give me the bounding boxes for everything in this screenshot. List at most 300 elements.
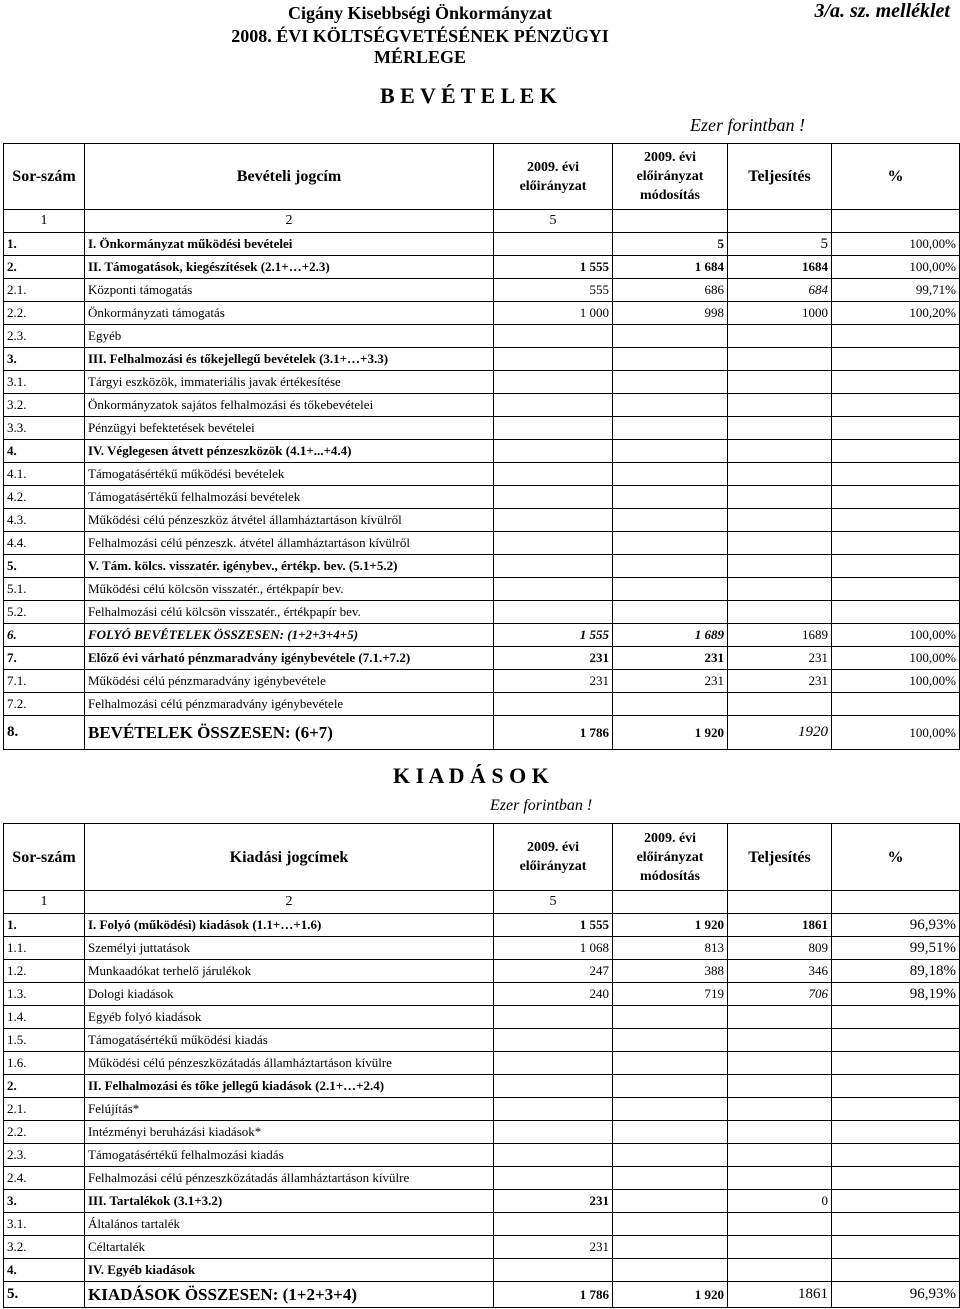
table-row bbox=[4, 1029, 960, 1052]
actual-value: 231 bbox=[728, 670, 832, 693]
modified-value bbox=[613, 348, 728, 371]
table-row bbox=[4, 937, 960, 960]
modified-value bbox=[613, 1190, 728, 1213]
actual-value bbox=[728, 693, 832, 716]
percent-value bbox=[832, 693, 960, 716]
modified-value: 1 920 bbox=[613, 914, 728, 937]
table-row bbox=[4, 1190, 960, 1213]
actual-value: 1684 bbox=[728, 256, 832, 279]
percent-value: 100,00% bbox=[832, 716, 960, 750]
planned-value bbox=[494, 1006, 613, 1029]
planned-value bbox=[494, 463, 613, 486]
percent-value: 100,00% bbox=[832, 256, 960, 279]
modified-value bbox=[613, 578, 728, 601]
percent-value: 96,93% bbox=[832, 914, 960, 937]
table-row bbox=[4, 647, 960, 670]
column-number bbox=[832, 891, 960, 914]
planned-value: 231 bbox=[494, 1236, 613, 1259]
planned-value bbox=[494, 348, 613, 371]
row-number: 5. bbox=[4, 555, 85, 578]
row-number: 3.1. bbox=[4, 1213, 85, 1236]
row-number: 4.4. bbox=[4, 532, 85, 555]
table-row bbox=[4, 486, 960, 509]
percent-value bbox=[832, 325, 960, 348]
actual-value: 1861 bbox=[728, 914, 832, 937]
row-number: 3.2. bbox=[4, 394, 85, 417]
actual-value bbox=[728, 1029, 832, 1052]
table-row bbox=[4, 601, 960, 624]
actual-value bbox=[728, 1167, 832, 1190]
percent-value bbox=[832, 1121, 960, 1144]
table-row bbox=[4, 325, 960, 348]
table-row bbox=[4, 302, 960, 325]
table-row bbox=[4, 509, 960, 532]
percent-value bbox=[832, 601, 960, 624]
column-header: Teljesítés bbox=[728, 824, 832, 891]
row-number: 3. bbox=[4, 348, 85, 371]
table-row bbox=[4, 417, 960, 440]
column-header: 2009. évi előirányzat bbox=[494, 824, 613, 891]
planned-value bbox=[494, 1029, 613, 1052]
row-title: Támogatásértékű felhalmozási kiadás bbox=[85, 1144, 494, 1167]
column-header: % bbox=[832, 144, 960, 210]
planned-value bbox=[494, 1098, 613, 1121]
row-title: Felhalmozási célú pénzeszközátadás államháztartáson kívülre bbox=[85, 1167, 494, 1190]
planned-value bbox=[494, 1144, 613, 1167]
income-unit-note: Ezer forintban ! bbox=[690, 115, 805, 135]
planned-value bbox=[494, 532, 613, 555]
row-number: 8. bbox=[4, 716, 85, 750]
actual-value bbox=[728, 486, 832, 509]
percent-value bbox=[832, 1029, 960, 1052]
table-row bbox=[4, 1213, 960, 1236]
actual-value bbox=[728, 1259, 832, 1282]
actual-value: 231 bbox=[728, 647, 832, 670]
row-title: FOLYÓ BEVÉTELEK ÖSSZESEN: (1+2+3+4+5) bbox=[85, 624, 494, 647]
modified-value bbox=[613, 555, 728, 578]
income-section-title: B E V É T E L E K bbox=[380, 83, 557, 108]
percent-value bbox=[832, 555, 960, 578]
actual-value bbox=[728, 440, 832, 463]
row-title: Felhalmozási célú pénzmaradvány igénybevétele bbox=[85, 693, 494, 716]
percent-value bbox=[832, 1213, 960, 1236]
row-number: 5.1. bbox=[4, 578, 85, 601]
row-number: 2. bbox=[4, 256, 85, 279]
planned-value: 1 555 bbox=[494, 914, 613, 937]
table-row bbox=[4, 1052, 960, 1075]
modified-value bbox=[613, 463, 728, 486]
modified-value bbox=[613, 1075, 728, 1098]
actual-value bbox=[728, 509, 832, 532]
column-number bbox=[832, 210, 960, 233]
modified-value: 1 920 bbox=[613, 1282, 728, 1308]
modified-value bbox=[613, 1259, 728, 1282]
table-row bbox=[4, 716, 960, 750]
actual-value: 346 bbox=[728, 960, 832, 983]
planned-value: 231 bbox=[494, 1190, 613, 1213]
actual-value: 809 bbox=[728, 937, 832, 960]
actual-value bbox=[728, 1075, 832, 1098]
actual-value bbox=[728, 532, 832, 555]
planned-value bbox=[494, 1213, 613, 1236]
row-title: Felhalmozási célú pénzeszk. átvétel államháztartáson kívülről bbox=[85, 532, 494, 555]
column-header: Teljesítés bbox=[728, 144, 832, 210]
actual-value bbox=[728, 1052, 832, 1075]
table-row bbox=[4, 371, 960, 394]
row-number: 1.4. bbox=[4, 1006, 85, 1029]
table-row bbox=[4, 983, 960, 1006]
planned-value bbox=[494, 371, 613, 394]
modified-value bbox=[613, 1029, 728, 1052]
column-header: 2009. évi előirányzat bbox=[494, 144, 613, 210]
table-row bbox=[4, 1236, 960, 1259]
percent-value bbox=[832, 371, 960, 394]
row-title: Pénzügyi befektetések bevételei bbox=[85, 417, 494, 440]
table-row bbox=[4, 532, 960, 555]
percent-value: 98,19% bbox=[832, 983, 960, 1006]
table-row bbox=[4, 960, 960, 983]
actual-value bbox=[728, 394, 832, 417]
row-title: I. Folyó (működési) kiadások (1.1+…+1.6) bbox=[85, 914, 494, 937]
percent-value bbox=[832, 509, 960, 532]
table-row bbox=[4, 1144, 960, 1167]
percent-value bbox=[832, 463, 960, 486]
row-number: 2.1. bbox=[4, 1098, 85, 1121]
expense-unit-note: Ezer forintban ! bbox=[490, 797, 593, 814]
planned-value bbox=[494, 1075, 613, 1098]
row-number: 1.6. bbox=[4, 1052, 85, 1075]
column-number: 2 bbox=[85, 891, 494, 914]
planned-value: 1 000 bbox=[494, 302, 613, 325]
actual-value bbox=[728, 348, 832, 371]
modified-value bbox=[613, 693, 728, 716]
percent-value bbox=[832, 1259, 960, 1282]
actual-value bbox=[728, 1098, 832, 1121]
modified-value bbox=[613, 417, 728, 440]
row-title: Működési célú pénzeszköz átvétel államháztartáson kívülről bbox=[85, 509, 494, 532]
percent-value: 96,93% bbox=[832, 1282, 960, 1308]
modified-value bbox=[613, 532, 728, 555]
row-number: 7.2. bbox=[4, 693, 85, 716]
modified-value: 813 bbox=[613, 937, 728, 960]
table-row bbox=[4, 670, 960, 693]
modified-value: 231 bbox=[613, 647, 728, 670]
modified-value bbox=[613, 394, 728, 417]
planned-value: 555 bbox=[494, 279, 613, 302]
planned-value bbox=[494, 417, 613, 440]
modified-value bbox=[613, 1213, 728, 1236]
row-number: 4. bbox=[4, 1259, 85, 1282]
table-row bbox=[4, 440, 960, 463]
table-row bbox=[4, 1167, 960, 1190]
row-title: IV. Egyéb kiadások bbox=[85, 1259, 494, 1282]
column-number: 5 bbox=[494, 210, 613, 233]
row-title: Felhalmozási célú kölcsön visszatér., értékpapír bev. bbox=[85, 601, 494, 624]
modified-value bbox=[613, 1144, 728, 1167]
row-number: 2.3. bbox=[4, 325, 85, 348]
percent-value bbox=[832, 486, 960, 509]
table-row bbox=[4, 1259, 960, 1282]
row-title: Tárgyi eszközök, immateriális javak értékesítése bbox=[85, 371, 494, 394]
column-number-row bbox=[4, 210, 960, 233]
modified-value: 231 bbox=[613, 670, 728, 693]
percent-value: 100,00% bbox=[832, 233, 960, 256]
row-title: Támogatásértékű működési kiadás bbox=[85, 1029, 494, 1052]
percent-value: 99,51% bbox=[832, 937, 960, 960]
actual-value: 0 bbox=[728, 1190, 832, 1213]
percent-value bbox=[832, 1190, 960, 1213]
row-title: Önkormányzatok sajátos felhalmozási és tőkebevételei bbox=[85, 394, 494, 417]
planned-value: 231 bbox=[494, 647, 613, 670]
column-number bbox=[613, 891, 728, 914]
modified-value bbox=[613, 601, 728, 624]
percent-value bbox=[832, 394, 960, 417]
planned-value bbox=[494, 440, 613, 463]
column-header: Sor-szám bbox=[4, 824, 85, 891]
row-number: 4. bbox=[4, 440, 85, 463]
actual-value: 1000 bbox=[728, 302, 832, 325]
table-row bbox=[4, 348, 960, 371]
modified-value: 1 684 bbox=[613, 256, 728, 279]
row-title: BEVÉTELEK ÖSSZESEN: (6+7) bbox=[85, 716, 494, 750]
row-number: 1.1. bbox=[4, 937, 85, 960]
planned-value bbox=[494, 1121, 613, 1144]
column-header: 2009. évi előirányzat módosítás bbox=[613, 144, 728, 210]
column-number: 1 bbox=[4, 210, 85, 233]
row-number: 3.2. bbox=[4, 1236, 85, 1259]
modified-value: 388 bbox=[613, 960, 728, 983]
actual-value bbox=[728, 1236, 832, 1259]
modified-value: 5 bbox=[613, 233, 728, 256]
row-number: 1.3. bbox=[4, 983, 85, 1006]
modified-value bbox=[613, 371, 728, 394]
table-row bbox=[4, 233, 960, 256]
table-row bbox=[4, 914, 960, 937]
row-number: 3.1. bbox=[4, 371, 85, 394]
percent-value: 100,00% bbox=[832, 647, 960, 670]
actual-value bbox=[728, 1213, 832, 1236]
modified-value bbox=[613, 1098, 728, 1121]
planned-value bbox=[494, 486, 613, 509]
row-number: 4.2. bbox=[4, 486, 85, 509]
actual-value bbox=[728, 417, 832, 440]
modified-value bbox=[613, 486, 728, 509]
row-number: 1.2. bbox=[4, 960, 85, 983]
actual-value bbox=[728, 601, 832, 624]
modified-value: 1 920 bbox=[613, 716, 728, 750]
table-row bbox=[4, 693, 960, 716]
table-row bbox=[4, 624, 960, 647]
modified-value: 1 689 bbox=[613, 624, 728, 647]
percent-value bbox=[832, 1052, 960, 1075]
row-number: 1. bbox=[4, 914, 85, 937]
row-number: 7. bbox=[4, 647, 85, 670]
percent-value: 99,71% bbox=[832, 279, 960, 302]
row-number: 3. bbox=[4, 1190, 85, 1213]
row-number: 2. bbox=[4, 1075, 85, 1098]
row-title: Működési célú pénzmaradvány igénybevétele bbox=[85, 670, 494, 693]
actual-value: 5 bbox=[728, 233, 832, 256]
table-row bbox=[4, 1121, 960, 1144]
org-name: Cigány Kisebbségi Önkormányzat bbox=[287, 3, 553, 23]
row-title: Támogatásértékű felhalmozási bevételek bbox=[85, 486, 494, 509]
row-number: 2.2. bbox=[4, 1121, 85, 1144]
column-number bbox=[728, 210, 832, 233]
percent-value bbox=[832, 578, 960, 601]
row-title: Önkormányzati támogatás bbox=[85, 302, 494, 325]
row-number: 2.2. bbox=[4, 302, 85, 325]
planned-value bbox=[494, 1259, 613, 1282]
percent-value: 100,00% bbox=[832, 670, 960, 693]
row-number: 4.1. bbox=[4, 463, 85, 486]
percent-value bbox=[832, 1144, 960, 1167]
table-row bbox=[4, 1006, 960, 1029]
modified-value bbox=[613, 325, 728, 348]
row-number: 7.1. bbox=[4, 670, 85, 693]
column-number-row bbox=[4, 891, 960, 914]
modified-value: 998 bbox=[613, 302, 728, 325]
column-number bbox=[613, 210, 728, 233]
column-number: 5 bbox=[494, 891, 613, 914]
table-row bbox=[4, 1075, 960, 1098]
modified-value: 719 bbox=[613, 983, 728, 1006]
column-header: % bbox=[832, 824, 960, 891]
row-title: Dologi kiadások bbox=[85, 983, 494, 1006]
planned-value bbox=[494, 578, 613, 601]
percent-value bbox=[832, 440, 960, 463]
row-title: III. Felhalmozási és tőkejellegű bevételek (3.1+…+3.3) bbox=[85, 348, 494, 371]
table-row bbox=[4, 394, 960, 417]
document-title: 2008. ÉVI KÖLTSÉGVETÉSÉNEK PÉNZÜGYI MÉRLEGE bbox=[231, 26, 609, 67]
planned-value: 1 786 bbox=[494, 716, 613, 750]
planned-value bbox=[494, 1167, 613, 1190]
row-title: Működési célú pénzeszközátadás államháztartáson kívülre bbox=[85, 1052, 494, 1075]
planned-value: 231 bbox=[494, 670, 613, 693]
actual-value: 1689 bbox=[728, 624, 832, 647]
income-table bbox=[3, 143, 960, 750]
modified-value bbox=[613, 509, 728, 532]
actual-value: 1861 bbox=[728, 1282, 832, 1308]
percent-value bbox=[832, 532, 960, 555]
actual-value bbox=[728, 463, 832, 486]
actual-value: 1920 bbox=[728, 716, 832, 750]
percent-value bbox=[832, 348, 960, 371]
row-title: Munkaadókat terhelő járulékok bbox=[85, 960, 494, 983]
table-row bbox=[4, 578, 960, 601]
planned-value bbox=[494, 555, 613, 578]
expense-section-title: K I A D Á S O K bbox=[393, 763, 549, 788]
row-number: 1. bbox=[4, 233, 85, 256]
row-title: Személyi juttatások bbox=[85, 937, 494, 960]
row-number: 3.3. bbox=[4, 417, 85, 440]
planned-value: 1 786 bbox=[494, 1282, 613, 1308]
row-title: KIADÁSOK ÖSSZESEN: (1+2+3+4) bbox=[85, 1282, 494, 1308]
row-title: Előző évi várható pénzmaradvány igénybevétele (7.1.+7.2) bbox=[85, 647, 494, 670]
modified-value bbox=[613, 1006, 728, 1029]
actual-value bbox=[728, 1121, 832, 1144]
actual-value: 706 bbox=[728, 983, 832, 1006]
header-row bbox=[4, 144, 960, 210]
row-title: Támogatásértékű működési bevételek bbox=[85, 463, 494, 486]
percent-value bbox=[832, 1006, 960, 1029]
actual-value bbox=[728, 1144, 832, 1167]
column-number: 2 bbox=[85, 210, 494, 233]
row-number: 2.1. bbox=[4, 279, 85, 302]
percent-value: 100,20% bbox=[832, 302, 960, 325]
row-number: 2.4. bbox=[4, 1167, 85, 1190]
planned-value: 1 068 bbox=[494, 937, 613, 960]
planned-value: 240 bbox=[494, 983, 613, 1006]
percent-value: 89,18% bbox=[832, 960, 960, 983]
modified-value: 686 bbox=[613, 279, 728, 302]
row-number: 5.2. bbox=[4, 601, 85, 624]
row-title: V. Tám. kölcs. visszatér. igénybev., értékp. bev. (5.1+5.2) bbox=[85, 555, 494, 578]
planned-value bbox=[494, 1052, 613, 1075]
row-title: III. Tartalékok (3.1+3.2) bbox=[85, 1190, 494, 1213]
row-title: Céltartalék bbox=[85, 1236, 494, 1259]
column-header: Sor-szám bbox=[4, 144, 85, 210]
row-title: IV. Véglegesen átvett pénzeszközök (4.1+...+4.4) bbox=[85, 440, 494, 463]
row-title: Működési célú kölcsön visszatér., értékpapír bev. bbox=[85, 578, 494, 601]
row-title: Általános tartalék bbox=[85, 1213, 494, 1236]
percent-value bbox=[832, 1236, 960, 1259]
planned-value bbox=[494, 693, 613, 716]
actual-value bbox=[728, 371, 832, 394]
actual-value: 684 bbox=[728, 279, 832, 302]
planned-value: 247 bbox=[494, 960, 613, 983]
column-number bbox=[728, 891, 832, 914]
modified-value bbox=[613, 1236, 728, 1259]
row-title: I. Önkormányzat működési bevételei bbox=[85, 233, 494, 256]
row-number: 2.3. bbox=[4, 1144, 85, 1167]
actual-value bbox=[728, 578, 832, 601]
column-number: 1 bbox=[4, 891, 85, 914]
planned-value bbox=[494, 325, 613, 348]
percent-value bbox=[832, 1098, 960, 1121]
actual-value bbox=[728, 325, 832, 348]
modified-value bbox=[613, 1121, 728, 1144]
expense-table bbox=[3, 823, 960, 1308]
row-number: 1.5. bbox=[4, 1029, 85, 1052]
planned-value: 1 555 bbox=[494, 256, 613, 279]
planned-value bbox=[494, 601, 613, 624]
modified-value bbox=[613, 1167, 728, 1190]
actual-value bbox=[728, 555, 832, 578]
percent-value: 100,00% bbox=[832, 624, 960, 647]
planned-value bbox=[494, 509, 613, 532]
modified-value bbox=[613, 440, 728, 463]
table-row bbox=[4, 256, 960, 279]
row-title: Intézményi beruházási kiadások* bbox=[85, 1121, 494, 1144]
planned-value bbox=[494, 394, 613, 417]
table-row bbox=[4, 555, 960, 578]
table-row bbox=[4, 1098, 960, 1121]
row-title: Központi támogatás bbox=[85, 279, 494, 302]
actual-value bbox=[728, 1006, 832, 1029]
table-row bbox=[4, 463, 960, 486]
row-number: 6. bbox=[4, 624, 85, 647]
row-title: II. Támogatások, kiegészítések (2.1+…+2.3) bbox=[85, 256, 494, 279]
percent-value bbox=[832, 1075, 960, 1098]
row-number: 5. bbox=[4, 1282, 85, 1308]
percent-value bbox=[832, 1167, 960, 1190]
row-title: Egyéb folyó kiadások bbox=[85, 1006, 494, 1029]
column-header: 2009. évi előirányzat módosítás bbox=[613, 824, 728, 891]
header-row bbox=[4, 824, 960, 891]
table-row bbox=[4, 1282, 960, 1308]
row-number: 4.3. bbox=[4, 509, 85, 532]
column-header: Kiadási jogcímek bbox=[85, 824, 494, 891]
